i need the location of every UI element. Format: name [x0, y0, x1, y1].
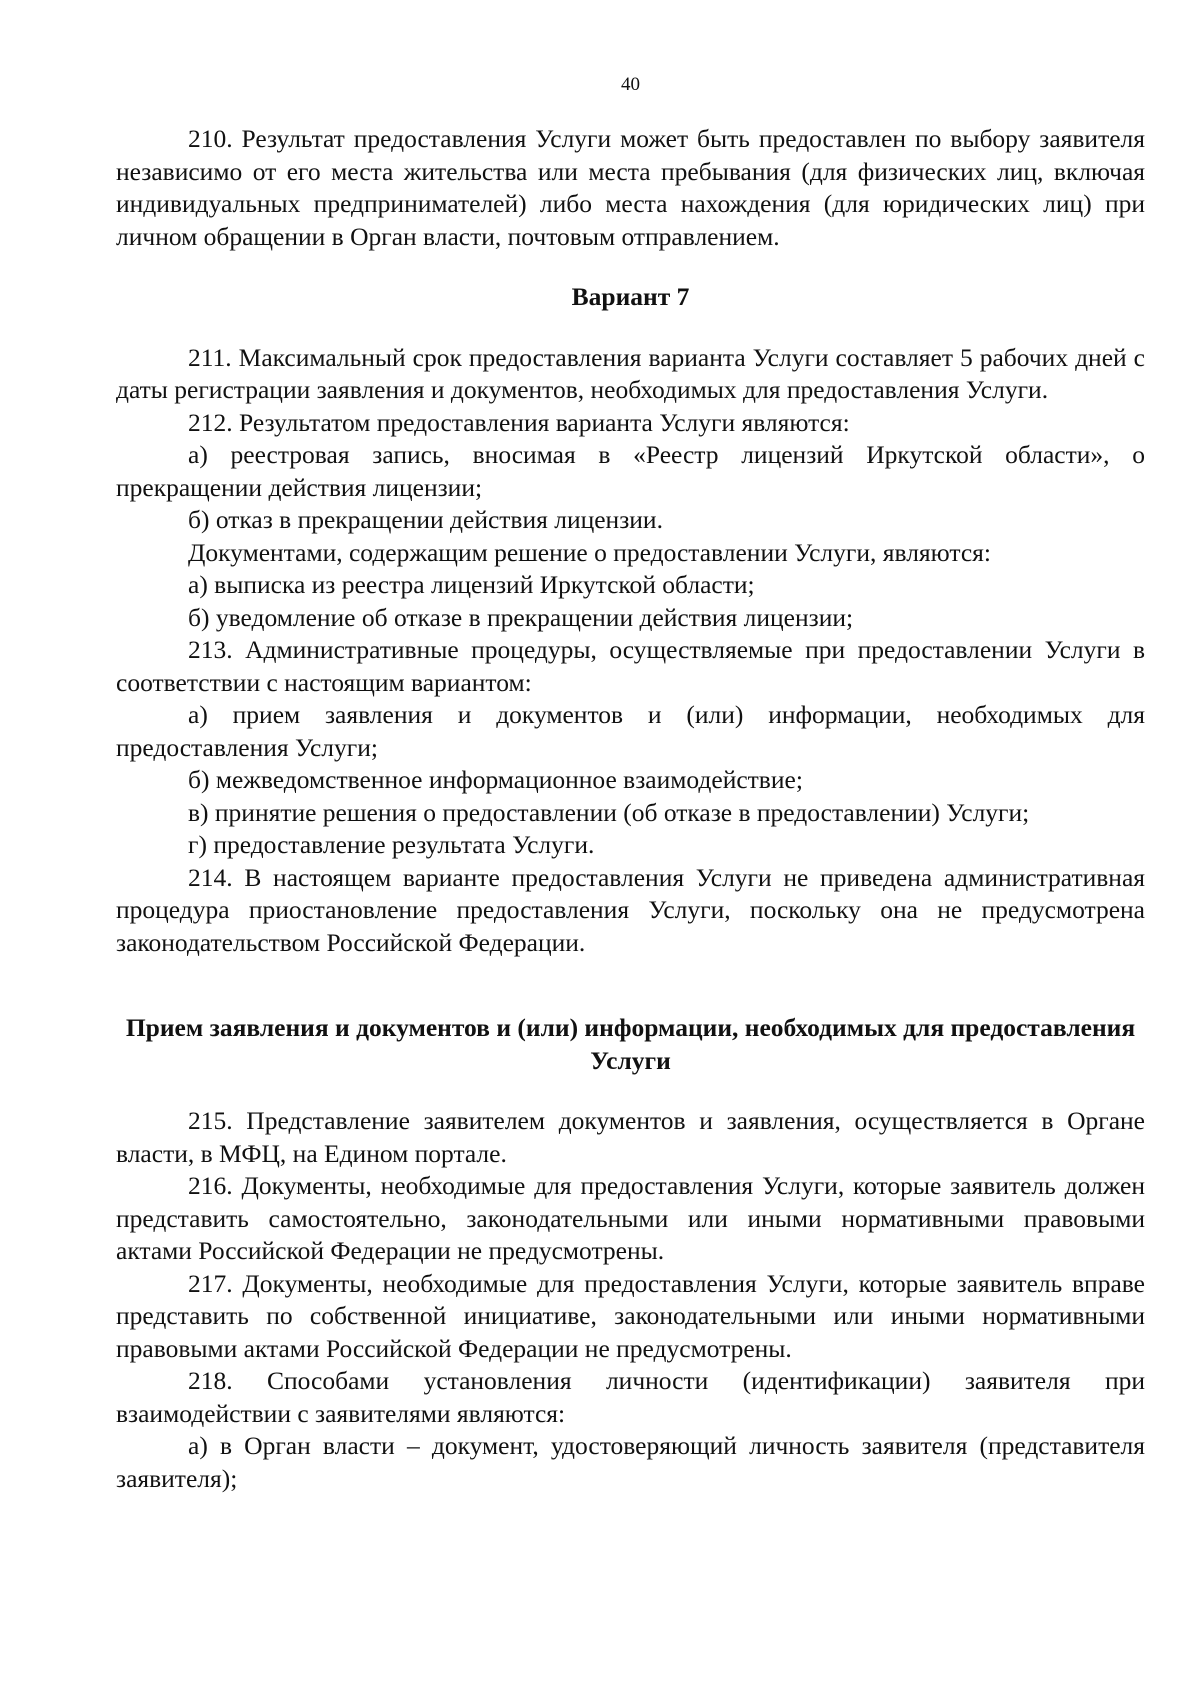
paragraph-213: 213. Административные процедуры, осуществляемые при предоставлении Услуги в соответствии с настоящим вариантом:	[116, 635, 1145, 697]
list-item-213-b: б) межведомственное информационное взаимодействие;	[188, 765, 803, 794]
spacer	[116, 253, 1145, 281]
spacer	[116, 1077, 1145, 1105]
paragraph-211: 211. Максимальный срок предоставления варианта Услуги составляет 5 рабочих дней с даты регистрации заявления и документов, необходимых для предоставления Услуги.	[116, 342, 1145, 404]
paragraph-210: 210. Результат предоставления Услуги может быть предоставлен по выбору заявителя независимо от его места жительства или места пребывания (для физических лиц, включая индивидуальных предпринимателей) либо места нахождения (для юридических лиц) при личном обращении в Орган власти, почтовым отправлением.	[116, 124, 1145, 251]
documents-item-a: а) выписка из реестра лицензий Иркутской области;	[188, 570, 755, 599]
documents-intro: Документами, содержащим решение о предоставлении Услуги, являются:	[188, 537, 991, 567]
spacer	[116, 314, 1145, 342]
spacer	[116, 959, 1145, 1012]
paragraph-218: 218. Способами установления личности (идентификации) заявителя при взаимодействии с заявителями являются:	[116, 1366, 1145, 1428]
list-item-218-a: а) в Орган власти – документ, удостоверяющий личность заявителя (представителя заявителя);	[116, 1431, 1145, 1493]
list-item-213-a: а) прием заявления и документов и (или) информации, необходимых для предоставления Услуги;	[116, 700, 1145, 762]
paragraph-217: 217. Документы, необходимые для предоставления Услуги, которые заявитель вправе представить по собственной инициативе, законодательными или иными нормативными правовыми актами Российской Федерации не предусмотрены.	[116, 1268, 1145, 1363]
paragraph-216: 216. Документы, необходимые для предоставления Услуги, которые заявитель должен представить самостоятельно, законодательными или иными нормативными правовыми актами Российской Федерации не предусмотрены.	[116, 1171, 1145, 1265]
list-item-212-a: а) реестровая запись, вносимая в «Реестр лицензий Иркутской области», о прекращении действия лицензии;	[116, 440, 1145, 502]
document-body	[116, 123, 1145, 1495]
list-item-212-b: б) отказ в прекращении действия лицензии.	[188, 505, 663, 534]
paragraph-215: 215. Представление заявителем документов и заявления, осуществляется в Органе власти, в МФЦ, на Едином портале.	[116, 1106, 1145, 1168]
documents-item-b: б) уведомление об отказе в прекращении действия лицензии;	[188, 602, 854, 632]
paragraph-212: 212. Результатом предоставления варианта Услуги являются:	[188, 407, 850, 437]
list-item-213-c: в) принятие решения о предоставлении (об отказе в предоставлении) Услуги;	[188, 797, 1030, 827]
list-item-213-d: г) предоставление результата Услуги.	[188, 830, 595, 859]
page-number: 40	[621, 74, 640, 95]
paragraph-214: 214. В настоящем варианте предоставления Услуги не приведена административная процедура приостановление предоставления Услуги, поскольку она не предусмотрена законодательством Российской Федерации.	[116, 862, 1145, 957]
variant-heading: Вариант 7	[571, 282, 690, 311]
section-heading: Прием заявления и документов и (или) информации, необходимых для предоставления Услуги	[125, 1013, 1136, 1075]
